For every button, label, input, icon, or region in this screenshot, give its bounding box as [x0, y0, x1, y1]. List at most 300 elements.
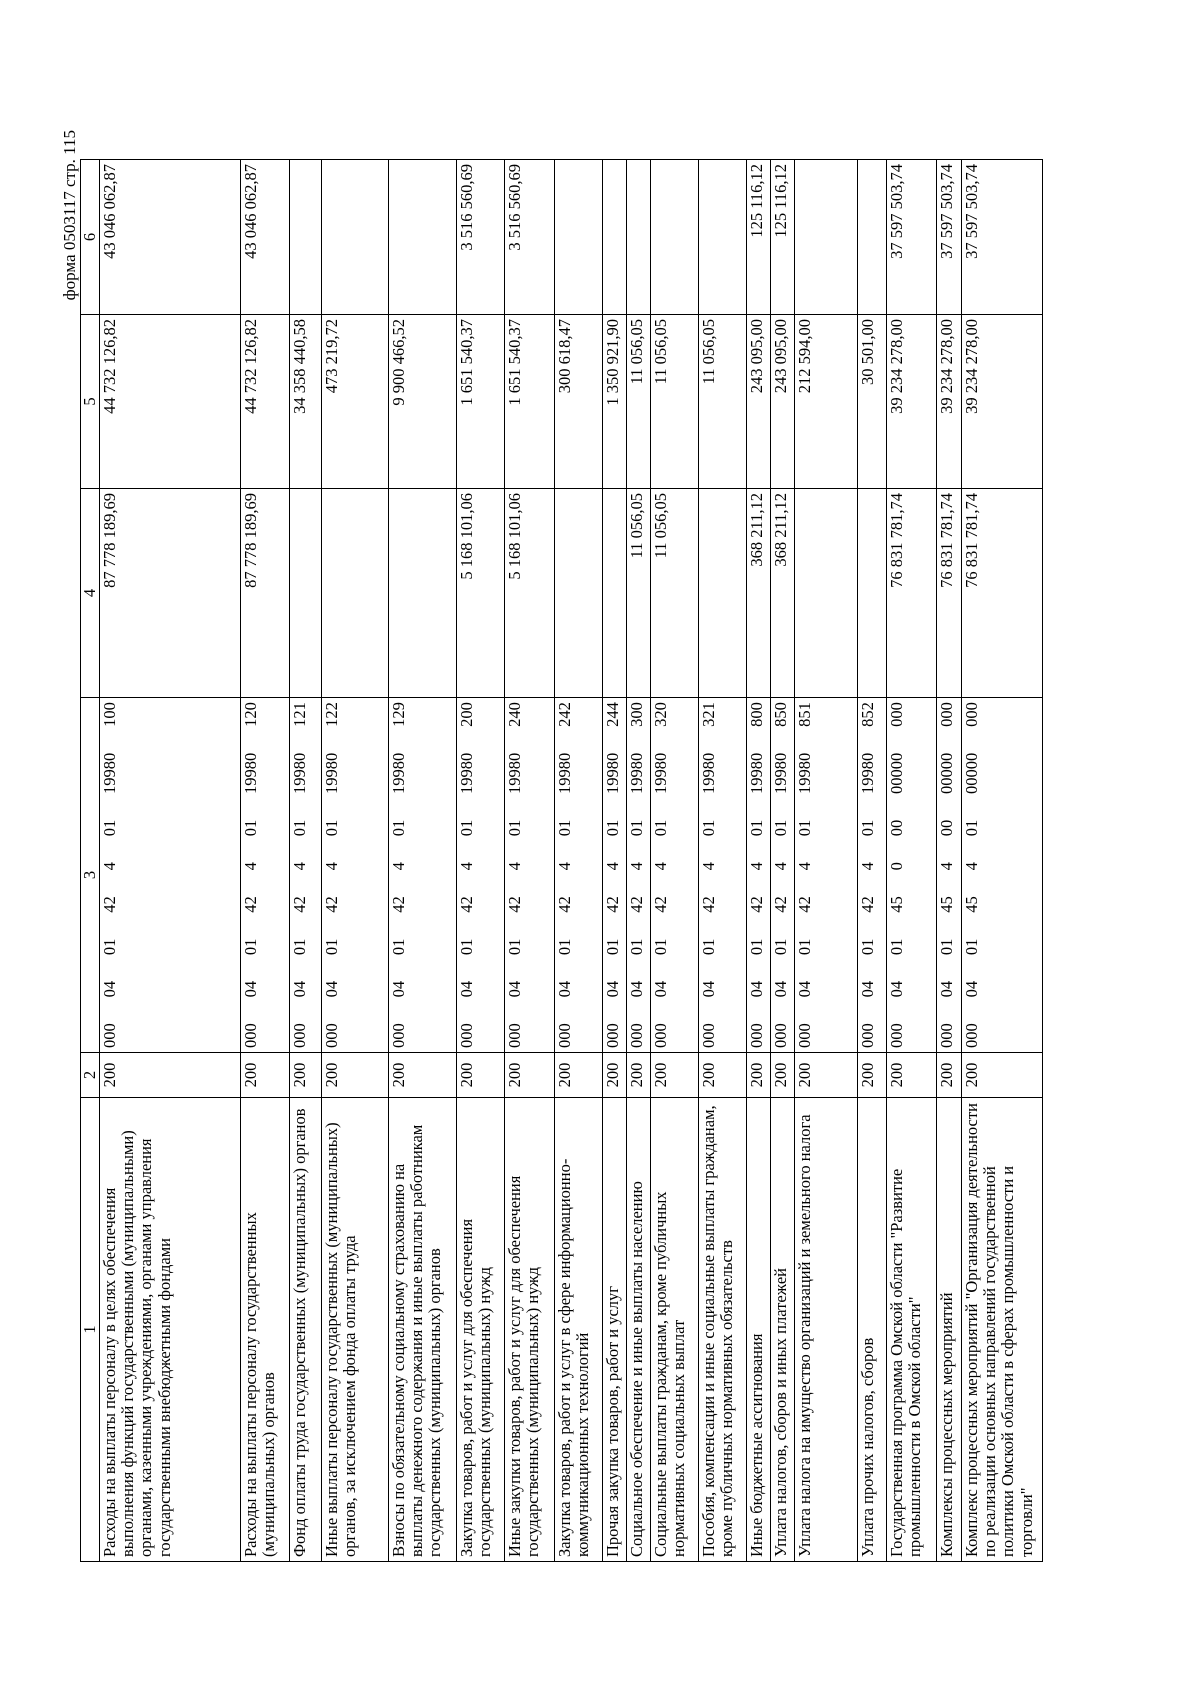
code-segment: 42 [100, 896, 120, 913]
code-segment: 42 [290, 896, 310, 913]
row-classification-code [962, 698, 1043, 1053]
row-line-code: 200 [747, 1053, 771, 1098]
row-executed-amount: 243 095,00 [771, 315, 795, 489]
row-classification-code [241, 698, 290, 1053]
row-unexecuted-amount: 3 516 560,69 [457, 160, 505, 315]
row-description: Фонд оплаты труда государственных (муниципальных) органов [290, 1098, 322, 1562]
row-line-code: 200 [555, 1053, 603, 1098]
code-segment: 000 [241, 1023, 261, 1048]
code-segment: 01 [505, 819, 525, 837]
code-segment: 122 [322, 702, 342, 727]
row-line-code: 200 [603, 1053, 627, 1098]
code-segment: 01 [241, 819, 261, 837]
table-row [699, 160, 747, 1562]
code-segment: 129 [389, 702, 409, 727]
code-segment: 244 [603, 702, 623, 727]
row-executed-amount: 212 594,00 [795, 315, 858, 489]
code-segment: 01 [603, 938, 623, 956]
row-unexecuted-amount: 43 046 062,87 [241, 160, 290, 315]
classification-code-segments [938, 702, 956, 1048]
row-description: Пособия, компенсации и иные социальные выплаты гражданам, кроме публичных нормативных обязательств [699, 1098, 747, 1562]
code-segment: 42 [858, 896, 878, 913]
row-approved-amount: 87 778 189,69 [241, 489, 290, 698]
table-row [241, 160, 290, 1562]
classification-code-segments [291, 702, 309, 1048]
table-row [505, 160, 555, 1562]
row-unexecuted-amount [603, 160, 627, 315]
code-segment: 01 [505, 938, 525, 956]
code-segment: 42 [241, 896, 261, 913]
row-approved-amount [795, 489, 858, 698]
row-executed-amount: 44 732 126,82 [241, 315, 290, 489]
row-approved-amount: 368 211,12 [747, 489, 771, 698]
code-segment: 19980 [322, 752, 342, 794]
code-segment: 04 [322, 980, 342, 998]
code-segment: 00 [887, 819, 907, 837]
row-executed-amount: 34 358 440,58 [290, 315, 322, 489]
code-segment: 4 [241, 862, 261, 871]
classification-code-segments [700, 702, 718, 1048]
table-row [389, 160, 457, 1562]
code-segment: 01 [457, 819, 477, 837]
classification-code-segments [390, 702, 408, 1048]
row-approved-amount: 76 831 781,74 [962, 489, 1043, 698]
row-executed-amount: 1 350 921,90 [603, 315, 627, 489]
code-segment: 000 [962, 702, 982, 727]
row-classification-code [389, 698, 457, 1053]
row-description: Расходы на выплаты персоналу государственных (муниципальных) органов [241, 1098, 290, 1562]
code-segment: 01 [795, 938, 815, 956]
row-executed-amount: 39 234 278,00 [887, 315, 937, 489]
row-line-code: 200 [858, 1053, 887, 1098]
classification-code-segments [652, 702, 670, 1048]
row-line-code: 200 [651, 1053, 699, 1098]
row-unexecuted-amount [555, 160, 603, 315]
code-segment: 01 [290, 938, 310, 956]
row-classification-code [795, 698, 858, 1053]
code-segment: 200 [457, 702, 477, 727]
code-segment: 01 [747, 819, 767, 837]
code-segment: 01 [290, 819, 310, 837]
row-unexecuted-amount: 43 046 062,87 [100, 160, 241, 315]
table-row [651, 160, 699, 1562]
code-segment: 04 [795, 980, 815, 998]
row-line-code: 200 [699, 1053, 747, 1098]
code-segment: 100 [100, 702, 120, 727]
code-segment: 04 [555, 980, 575, 998]
code-segment: 01 [887, 938, 907, 956]
row-classification-code [887, 698, 937, 1053]
code-segment: 120 [241, 702, 261, 727]
row-executed-amount: 39 234 278,00 [962, 315, 1043, 489]
code-segment: 300 [627, 702, 647, 727]
code-segment: 000 [699, 1023, 719, 1048]
code-segment: 45 [962, 896, 982, 913]
code-segment: 04 [505, 980, 525, 998]
code-segment: 45 [937, 896, 957, 913]
code-segment: 4 [962, 862, 982, 871]
row-executed-amount: 44 732 126,82 [100, 315, 241, 489]
code-segment: 000 [887, 702, 907, 727]
code-segment: 45 [887, 896, 907, 913]
row-unexecuted-amount [795, 160, 858, 315]
row-approved-amount [603, 489, 627, 698]
table-row [322, 160, 389, 1562]
row-executed-amount: 11 056,05 [627, 315, 651, 489]
row-approved-amount [389, 489, 457, 698]
header-col-4: 4 [81, 489, 100, 698]
row-description: Закупка товаров, работ и услуг для обеспечения государственных (муниципальных) нужд [457, 1098, 505, 1562]
row-unexecuted-amount [290, 160, 322, 315]
row-unexecuted-amount [651, 160, 699, 315]
classification-code-segments [628, 702, 646, 1048]
code-segment: 01 [100, 938, 120, 956]
row-unexecuted-amount [858, 160, 887, 315]
code-segment: 4 [290, 862, 310, 871]
code-segment: 000 [962, 1023, 982, 1048]
code-segment: 04 [651, 980, 671, 998]
row-executed-amount: 9 900 466,52 [389, 315, 457, 489]
code-segment: 01 [555, 938, 575, 956]
classification-code-segments [506, 702, 524, 1048]
code-segment: 000 [651, 1023, 671, 1048]
row-line-code: 200 [795, 1053, 858, 1098]
code-segment: 04 [887, 980, 907, 998]
table-row [457, 160, 505, 1562]
code-segment: 01 [962, 938, 982, 956]
code-segment: 321 [699, 702, 719, 727]
row-description: Уплата налога на имущество организаций и земельного налога [795, 1098, 858, 1562]
code-segment: 000 [322, 1023, 342, 1048]
classification-code-segments [242, 702, 260, 1048]
row-description: Прочая закупка товаров, работ и услуг [603, 1098, 627, 1562]
classification-code-segments [772, 702, 790, 1048]
row-line-code: 200 [937, 1053, 962, 1098]
code-segment: 04 [858, 980, 878, 998]
code-segment: 01 [457, 938, 477, 956]
code-segment: 4 [555, 862, 575, 871]
code-segment: 0 [887, 862, 907, 871]
row-classification-code [603, 698, 627, 1053]
code-segment: 42 [795, 896, 815, 913]
header-col-2: 2 [81, 1053, 100, 1098]
code-segment: 04 [241, 980, 261, 998]
code-segment: 000 [389, 1023, 409, 1048]
classification-code-segments [604, 702, 622, 1048]
row-description: Закупка товаров, работ и услуг в сфере информационно-коммуникационных технологий [555, 1098, 603, 1562]
code-segment: 800 [747, 702, 767, 727]
header-col-5: 5 [81, 315, 100, 489]
table-row [100, 160, 241, 1562]
code-segment: 04 [771, 980, 791, 998]
code-segment: 19980 [100, 752, 120, 794]
code-segment: 851 [795, 702, 815, 727]
classification-code-segments [458, 702, 476, 1048]
row-executed-amount: 39 234 278,00 [937, 315, 962, 489]
code-segment: 852 [858, 702, 878, 727]
code-segment: 00 [937, 819, 957, 837]
row-classification-code [771, 698, 795, 1053]
code-segment: 19980 [555, 752, 575, 794]
code-segment: 19980 [389, 752, 409, 794]
code-segment: 04 [457, 980, 477, 998]
code-segment: 04 [290, 980, 310, 998]
code-segment: 4 [651, 862, 671, 871]
code-segment: 19980 [603, 752, 623, 794]
row-description: Комплекс процессных мероприятий "Организация деятельности по реализации основных направлений государственной политики Омской области в сферах промышленности и торговли" [962, 1098, 1043, 1562]
code-segment: 4 [858, 862, 878, 871]
row-approved-amount: 5 168 101,06 [457, 489, 505, 698]
code-segment: 42 [699, 896, 719, 913]
code-segment: 19980 [241, 752, 261, 794]
row-description: Социальное обеспечение и иные выплаты населению [627, 1098, 651, 1562]
classification-code-segments [888, 702, 906, 1048]
row-unexecuted-amount [322, 160, 389, 315]
header-col-6: 6 [81, 160, 100, 315]
row-line-code: 200 [290, 1053, 322, 1098]
table-row [290, 160, 322, 1562]
code-segment: 00000 [887, 752, 907, 794]
row-executed-amount: 11 056,05 [699, 315, 747, 489]
row-description: Иные выплаты персоналу государственных (муниципальных) органов, за исключением фонда оплаты труда [322, 1098, 389, 1562]
code-segment: 000 [627, 1023, 647, 1048]
code-segment: 01 [771, 819, 791, 837]
row-unexecuted-amount [699, 160, 747, 315]
form-label: форма 0503117 стр. 115 [60, 130, 79, 301]
row-classification-code [747, 698, 771, 1053]
code-segment: 4 [505, 862, 525, 871]
code-segment: 01 [603, 819, 623, 837]
row-classification-code [858, 698, 887, 1053]
code-segment: 01 [651, 819, 671, 837]
code-segment: 4 [389, 862, 409, 871]
code-segment: 42 [457, 896, 477, 913]
row-line-code: 200 [771, 1053, 795, 1098]
row-approved-amount [555, 489, 603, 698]
code-segment: 42 [322, 896, 342, 913]
code-segment: 01 [627, 819, 647, 837]
code-segment: 000 [457, 1023, 477, 1048]
table-row [603, 160, 627, 1562]
code-segment: 19980 [771, 752, 791, 794]
table-row [747, 160, 771, 1562]
code-segment: 04 [699, 980, 719, 998]
row-classification-code [699, 698, 747, 1053]
row-unexecuted-amount [389, 160, 457, 315]
code-segment: 01 [747, 938, 767, 956]
code-segment: 19980 [651, 752, 671, 794]
code-segment: 19980 [505, 752, 525, 794]
code-segment: 000 [858, 1023, 878, 1048]
code-segment: 01 [937, 938, 957, 956]
code-segment: 000 [505, 1023, 525, 1048]
code-segment: 000 [937, 702, 957, 727]
row-description: Комплексы процессных мероприятий [937, 1098, 962, 1562]
row-approved-amount [699, 489, 747, 698]
code-segment: 42 [651, 896, 671, 913]
row-executed-amount: 243 095,00 [747, 315, 771, 489]
code-segment: 42 [389, 896, 409, 913]
code-segment: 000 [771, 1023, 791, 1048]
row-line-code: 200 [887, 1053, 937, 1098]
code-segment: 01 [322, 819, 342, 837]
code-segment: 000 [747, 1023, 767, 1048]
code-segment: 000 [603, 1023, 623, 1048]
code-segment: 19980 [457, 752, 477, 794]
table-row [795, 160, 858, 1562]
row-executed-amount: 473 219,72 [322, 315, 389, 489]
row-approved-amount: 76 831 781,74 [887, 489, 937, 698]
code-segment: 4 [603, 862, 623, 871]
row-classification-code [555, 698, 603, 1053]
row-line-code: 200 [322, 1053, 389, 1098]
row-approved-amount [858, 489, 887, 698]
row-approved-amount [290, 489, 322, 698]
code-segment: 01 [322, 938, 342, 956]
row-line-code: 200 [389, 1053, 457, 1098]
code-segment: 42 [555, 896, 575, 913]
code-segment: 01 [389, 938, 409, 956]
code-segment: 00000 [937, 752, 957, 794]
code-segment: 01 [699, 819, 719, 837]
code-segment: 01 [858, 819, 878, 837]
row-description: Расходы на выплаты персоналу в целях обеспечения выполнения функций государственными (муниципальными) органами, казенными учреждениями, органами управления государственными внебюджетными фондами [100, 1098, 241, 1562]
code-segment: 4 [747, 862, 767, 871]
code-segment: 01 [699, 938, 719, 956]
classification-code-segments [323, 702, 341, 1048]
code-segment: 850 [771, 702, 791, 727]
code-segment: 01 [241, 938, 261, 956]
header-col-3: 3 [81, 698, 100, 1053]
table-row [962, 160, 1043, 1562]
code-segment: 4 [771, 862, 791, 871]
code-segment: 04 [100, 980, 120, 998]
row-description: Социальные выплаты гражданам, кроме публичных нормативных социальных выплат [651, 1098, 699, 1562]
code-segment: 01 [389, 819, 409, 837]
row-approved-amount: 87 778 189,69 [100, 489, 241, 698]
row-classification-code [937, 698, 962, 1053]
row-line-code: 200 [241, 1053, 290, 1098]
row-executed-amount: 1 651 540,37 [457, 315, 505, 489]
classification-code-segments [556, 702, 574, 1048]
row-description: Государственная программа Омской области "Развитие промышленности в Омской области" [887, 1098, 937, 1562]
row-classification-code [457, 698, 505, 1053]
table-row [858, 160, 887, 1562]
code-segment: 4 [627, 862, 647, 871]
table-row [887, 160, 937, 1562]
code-segment: 00000 [962, 752, 982, 794]
code-segment: 01 [858, 938, 878, 956]
code-segment: 01 [100, 819, 120, 837]
code-segment: 4 [937, 862, 957, 871]
code-segment: 01 [962, 819, 982, 837]
row-approved-amount: 5 168 101,06 [505, 489, 555, 698]
classification-code-segments [859, 702, 877, 1048]
code-segment: 42 [747, 896, 767, 913]
row-executed-amount: 11 056,05 [651, 315, 699, 489]
row-unexecuted-amount: 125 116,12 [771, 160, 795, 315]
row-description: Иные бюджетные ассигнования [747, 1098, 771, 1562]
code-segment: 4 [795, 862, 815, 871]
code-segment: 320 [651, 702, 671, 727]
code-segment: 240 [505, 702, 525, 727]
header-col-1: 1 [81, 1098, 100, 1562]
row-line-code: 200 [962, 1053, 1043, 1098]
code-segment: 121 [290, 702, 310, 727]
row-unexecuted-amount: 3 516 560,69 [505, 160, 555, 315]
table-row [937, 160, 962, 1562]
row-classification-code [290, 698, 322, 1053]
row-executed-amount: 300 618,47 [555, 315, 603, 489]
header-row [81, 160, 100, 1562]
row-approved-amount: 11 056,05 [627, 489, 651, 698]
row-approved-amount: 76 831 781,74 [937, 489, 962, 698]
code-segment: 4 [322, 862, 342, 871]
code-segment: 01 [651, 938, 671, 956]
row-description: Иные закупки товаров, работ и услуг для обеспечения государственных (муниципальных) нужд [505, 1098, 555, 1562]
code-segment: 000 [795, 1023, 815, 1048]
row-approved-amount [322, 489, 389, 698]
code-segment: 42 [603, 896, 623, 913]
code-segment: 000 [290, 1023, 310, 1048]
row-unexecuted-amount: 37 597 503,74 [962, 160, 1043, 315]
code-segment: 19980 [858, 752, 878, 794]
row-executed-amount: 30 501,00 [858, 315, 887, 489]
code-segment: 01 [771, 938, 791, 956]
code-segment: 01 [627, 938, 647, 956]
code-segment: 04 [937, 980, 957, 998]
row-line-code: 200 [627, 1053, 651, 1098]
classification-code-segments [101, 702, 119, 1048]
row-unexecuted-amount: 125 116,12 [747, 160, 771, 315]
code-segment: 19980 [795, 752, 815, 794]
code-segment: 42 [771, 896, 791, 913]
row-unexecuted-amount: 37 597 503,74 [937, 160, 962, 315]
row-description: Уплата прочих налогов, сборов [858, 1098, 887, 1562]
code-segment: 01 [555, 819, 575, 837]
row-approved-amount: 11 056,05 [651, 489, 699, 698]
classification-code-segments [796, 702, 814, 1048]
row-line-code: 200 [505, 1053, 555, 1098]
code-segment: 4 [457, 862, 477, 871]
code-segment: 000 [555, 1023, 575, 1048]
row-classification-code [505, 698, 555, 1053]
code-segment: 04 [603, 980, 623, 998]
row-classification-code [322, 698, 389, 1053]
code-segment: 19980 [290, 752, 310, 794]
row-description: Уплата налогов, сборов и иных платежей [771, 1098, 795, 1562]
row-classification-code [100, 698, 241, 1053]
row-classification-code [627, 698, 651, 1053]
code-segment: 01 [795, 819, 815, 837]
row-approved-amount: 368 211,12 [771, 489, 795, 698]
code-segment: 04 [962, 980, 982, 998]
code-segment: 19980 [747, 752, 767, 794]
table-row [627, 160, 651, 1562]
report-table [80, 159, 1043, 1562]
code-segment: 000 [937, 1023, 957, 1048]
code-segment: 4 [100, 862, 120, 871]
row-line-code: 200 [100, 1053, 241, 1098]
code-segment: 000 [100, 1023, 120, 1048]
row-classification-code [651, 698, 699, 1053]
classification-code-segments [963, 702, 981, 1048]
row-unexecuted-amount: 37 597 503,74 [887, 160, 937, 315]
code-segment: 19980 [627, 752, 647, 794]
code-segment: 04 [747, 980, 767, 998]
code-segment: 04 [627, 980, 647, 998]
row-unexecuted-amount [627, 160, 651, 315]
